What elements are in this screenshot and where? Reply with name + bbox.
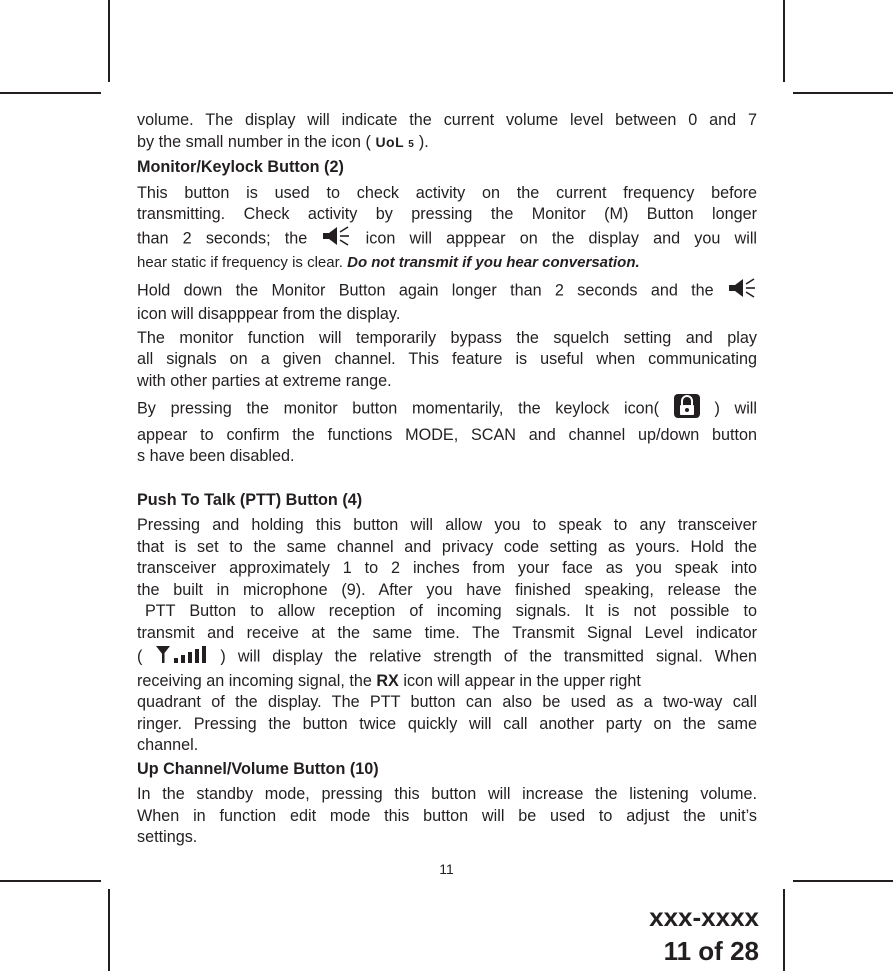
manual-text (137, 110, 757, 849)
keylock-line-2: appear to confirm the functions MODE, SCAN and channel up/down button (137, 425, 757, 444)
up-line-3: settings. (137, 828, 198, 846)
volume-text: by the small number in the icon ( (137, 132, 371, 151)
monitor-heading: Monitor/Keylock Button (2) (137, 158, 344, 176)
warning-text: Do not transmit if you hear conversation. (347, 254, 640, 271)
up-channel-heading: Up Channel/Volume Button (10) (137, 759, 379, 778)
monitor-line-3: than 2 seconds; the icon will apppear on the display and you will (137, 226, 757, 253)
ptt-line-4: the built in microphone (9). After you have finished speaking, release the (137, 580, 757, 599)
function-line-1: The monitor function will temporarily bypass the squelch setting and play (137, 328, 757, 347)
document-id-block (649, 900, 759, 968)
crop-mark-top-right-vertical (783, 0, 785, 82)
section-gap (137, 468, 757, 488)
volume-line-2 (137, 132, 757, 156)
ptt-heading: Push To Talk (PTT) Button (4) (137, 490, 363, 509)
padlock-icon (674, 394, 700, 425)
crop-mark-bottom-left-horizontal (0, 880, 101, 882)
monitor-line-2: transmitting. Check activity by pressing the Monitor (M) Button longer (137, 205, 757, 223)
volume-level-icon: UoL 5 (375, 133, 415, 150)
up-line-2: When in function edit mode this button will be used to adjust the unit’s (137, 806, 757, 825)
monitor-line-4: hear static if frequency is clear. Do not transmit if you hear conversation. (137, 254, 640, 271)
ptt-line-6: transmit and receive at the same time. The Transmit Signal Level indicator (137, 623, 757, 642)
keylock-line-1: By pressing the monitor button momentarily, the keylock icon( ) will (137, 394, 757, 425)
volume-text-end: ). (418, 132, 429, 151)
hold-line-1: Hold down the Monitor Button again longer than 2 seconds and the (137, 278, 757, 305)
ptt-line-11: channel. (137, 736, 199, 754)
ptt-line-7: ( ) will display the relative strength of the transmitted signal. When (137, 644, 757, 671)
monitor-line-1: This button is used to check activity on the current frequency before (137, 183, 757, 202)
crop-mark-bottom-right-horizontal (793, 880, 893, 882)
crop-mark-top-left-horizontal (0, 92, 101, 94)
ptt-line-9: quadrant of the display. The PTT button can also be used as a two-way call (137, 693, 757, 711)
ptt-line-10: ringer. Pressing the button twice quickly will call another party on the same (137, 714, 757, 733)
ptt-line-3: transceiver approximately 1 to 2 inches from your face as you speak into (137, 559, 757, 577)
ptt-line-5: PTT Button to allow reception of incoming signals. It is not possible to (145, 602, 757, 620)
crop-mark-top-left-vertical (108, 0, 110, 82)
volume-line-1: volume. The display will indicate the current volume level between 0 and 7 (137, 111, 757, 129)
page-of-count: 11 of 28 (663, 936, 759, 966)
document-id: xxx-xxxx (649, 902, 759, 932)
speaker-icon (321, 226, 351, 253)
ptt-line-2: that is set to the same channel and privacy code setting as yours. Hold the (137, 537, 757, 556)
keylock-line-3: s have been disabled. (137, 447, 295, 465)
ptt-line-8: receiving an incoming signal, the RX icon will appear in the upper right (137, 671, 641, 690)
function-line-3: with other parties at extreme range. (137, 371, 392, 390)
function-line-2: all signals on a given channel. This feature is useful when communicating (137, 350, 757, 368)
crop-mark-bottom-right-vertical (783, 889, 785, 971)
speaker-icon (727, 278, 757, 305)
hold-line-2: icon will disapppear from the display. (137, 305, 401, 323)
rx-label: RX (376, 671, 399, 690)
crop-mark-top-right-horizontal (793, 92, 893, 94)
ptt-line-1: Pressing and holding this button will allow you to speak to any transceiver (137, 516, 757, 534)
page-number: 11 (439, 861, 454, 877)
signal-strength-icon (154, 644, 208, 671)
up-line-1: In the standby mode, pressing this button will increase the listening volume. (137, 785, 757, 803)
crop-mark-bottom-left-vertical (108, 889, 110, 971)
